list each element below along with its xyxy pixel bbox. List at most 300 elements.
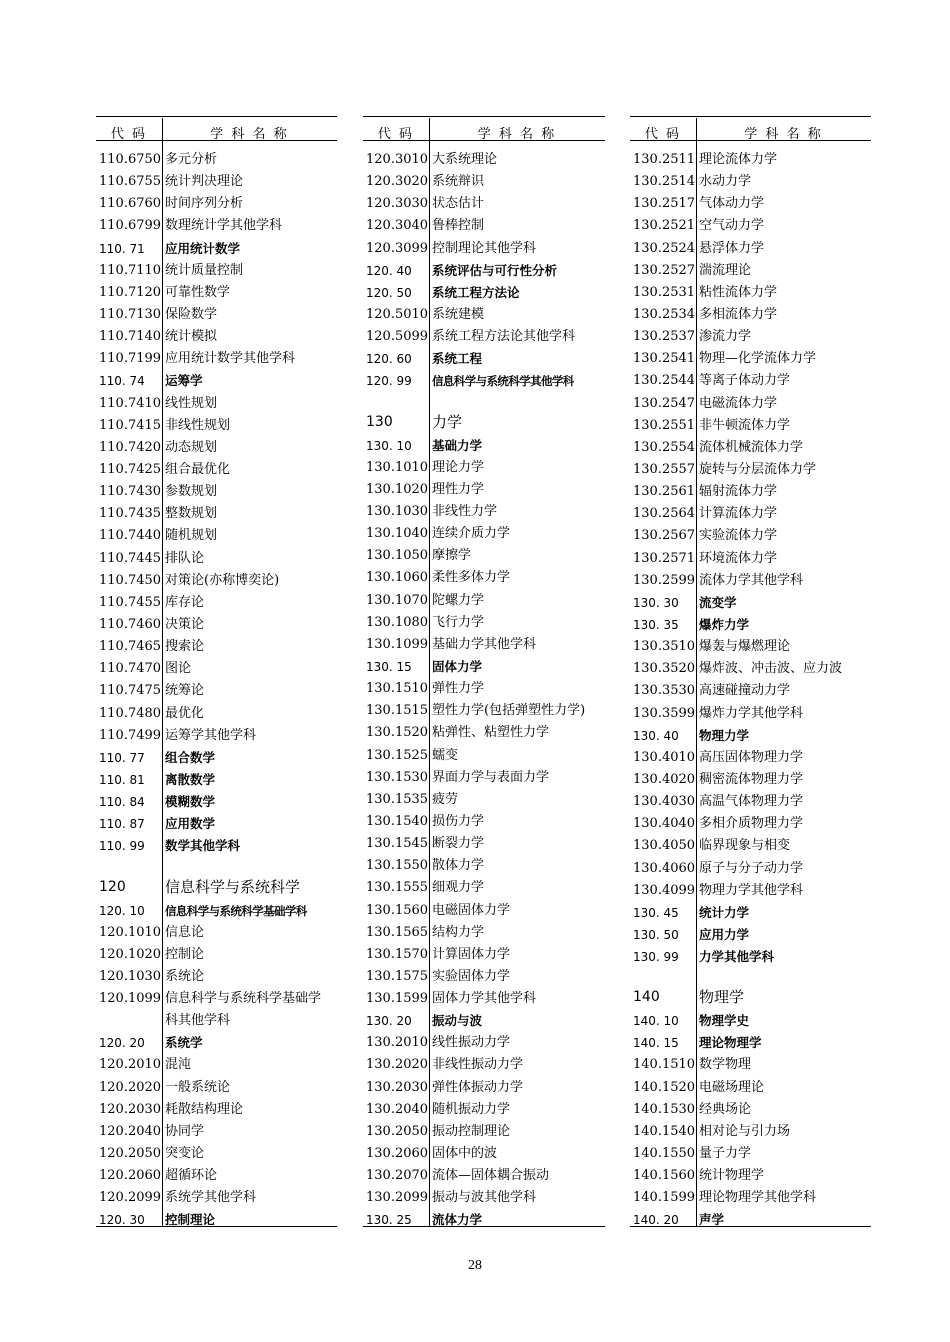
subject-name: 超循环论	[165, 1168, 218, 1184]
subject-code: 110.7499	[99, 727, 162, 743]
subject-name: 理论物理学其他学科	[699, 1190, 817, 1206]
subject-name: 应用统计数学其他学科	[165, 351, 296, 367]
subject-name: 电磁场理论	[699, 1079, 765, 1095]
subject-code: 130.2537	[633, 329, 696, 345]
table-row	[630, 215, 871, 237]
bottom-rule	[630, 1226, 871, 1227]
subject-code: 130.2564	[633, 506, 696, 522]
subject-name: 运筹学其他学科	[165, 727, 257, 743]
table-row	[363, 988, 605, 1010]
subject-code: 130.1555	[366, 880, 429, 896]
subject-code: 140.1530	[633, 1101, 696, 1117]
subject-code: 110.6760	[99, 196, 162, 212]
table-row	[96, 348, 337, 370]
table-row	[363, 457, 605, 479]
subject-code: 130.1570	[366, 946, 429, 962]
subject-name: 多相流体力学	[699, 306, 778, 322]
table-row	[96, 1187, 337, 1209]
table-row	[630, 636, 871, 658]
subject-code: 120.2010	[99, 1057, 162, 1073]
subject-name: 力学	[432, 412, 463, 431]
table-row	[630, 592, 871, 614]
subject-name: 一般系统论	[165, 1079, 231, 1095]
table-row	[96, 370, 337, 392]
table-row	[363, 1187, 605, 1209]
subject-name: 基础力学	[432, 437, 483, 453]
table-row	[630, 570, 871, 592]
table-row	[96, 725, 337, 747]
subject-name: 流体机械流体力学	[699, 439, 804, 455]
subject-code: 140.1520	[633, 1079, 696, 1095]
subject-code: 130.1510	[366, 681, 429, 697]
subject-name: 离散数学	[165, 771, 216, 787]
subject-code: 120.5099	[366, 329, 429, 345]
subject-name: 爆炸力学其他学科	[699, 705, 804, 721]
subject-name: 运筹学	[165, 373, 203, 389]
subject-code: 110.7480	[99, 705, 162, 721]
table-rows	[363, 149, 605, 1232]
subject-name: 固体力学其他学科	[432, 991, 537, 1007]
subject-name: 爆炸力学	[699, 616, 750, 632]
subject-name: 系统辩识	[432, 174, 485, 190]
table-row	[363, 545, 605, 567]
subject-code: 110. 99	[99, 839, 145, 854]
subject-code: 140. 20	[633, 1213, 679, 1228]
subject-name: 非线性振动力学	[432, 1057, 524, 1073]
subject-code: 130. 50	[633, 927, 679, 942]
subject-code: 110.7455	[99, 594, 162, 610]
top-rule	[630, 116, 871, 117]
subject-code: 140.1560	[633, 1168, 696, 1184]
table-row	[630, 902, 871, 924]
subject-code: 110.7440	[99, 528, 162, 544]
subject-code: 120.1010	[99, 924, 162, 940]
subject-name: 动态规划	[165, 439, 218, 455]
subject-name: 理论力学	[432, 459, 485, 475]
subject-code: 110.6799	[99, 218, 162, 234]
subject-name: 实验流体力学	[699, 528, 778, 544]
table-row	[630, 1165, 871, 1187]
subject-name: 信息科学与系统科学基础学	[165, 991, 322, 1007]
table-row	[96, 1054, 337, 1076]
subject-name: 非线性规划	[165, 417, 231, 433]
subject-name: 摩擦学	[432, 548, 472, 564]
page-number: 28	[468, 1258, 482, 1273]
subject-code: 110. 87	[99, 817, 145, 832]
subject-code: 130. 40	[633, 728, 679, 743]
subject-code: 130.2070	[366, 1168, 429, 1184]
table-row	[363, 944, 605, 966]
subject-code: 110.7450	[99, 572, 162, 588]
subject-name: 统计力学	[699, 904, 750, 920]
table-row	[363, 1209, 605, 1231]
subject-name: 振动控制理论	[432, 1123, 511, 1139]
subject-code: 130.1540	[366, 813, 429, 829]
table-row	[96, 900, 337, 922]
subject-name: 飞行力学	[432, 614, 485, 630]
subject-code: 130.2599	[633, 572, 696, 588]
top-rule	[363, 116, 605, 117]
subject-name: 物理力学	[699, 727, 750, 743]
subject-code: 110.7460	[99, 616, 162, 632]
subject-name: 信息科学与系统科学基础学科	[165, 903, 307, 918]
subject-code: 130.2040	[366, 1101, 429, 1117]
subject-code: 120.3040	[366, 218, 429, 234]
subject-name: 理论物理学	[699, 1035, 762, 1051]
subject-code: 130.2557	[633, 461, 696, 477]
subject-code: 130.2531	[633, 284, 696, 300]
subject-name: 随机振动力学	[432, 1101, 511, 1117]
subject-name: 非线性力学	[432, 503, 498, 519]
subject-code: 130.1515	[366, 703, 429, 719]
table-row	[630, 1010, 871, 1032]
table-row	[363, 1010, 605, 1032]
subject-name: 爆轰与爆燃理论	[699, 639, 791, 655]
subject-name: 断裂力学	[432, 836, 485, 852]
subject-name: 数学其他学科	[165, 838, 241, 854]
subject-name: 理论流体力学	[699, 152, 778, 167]
subject-name: 决策论	[165, 616, 205, 632]
table-column-3	[630, 116, 871, 1227]
subject-name: 辐射流体力学	[699, 484, 778, 500]
bottom-rule	[96, 1226, 337, 1227]
subject-name: 大系统理论	[432, 152, 498, 167]
table-row	[630, 193, 871, 215]
table-row	[96, 304, 337, 326]
subject-name: 临界现象与相变	[699, 838, 791, 854]
table-row	[630, 370, 871, 392]
subject-name: 统计判决理论	[165, 174, 244, 190]
table-row	[363, 1165, 605, 1187]
subject-name: 非牛顿流体力学	[699, 417, 791, 433]
subject-code: 120. 99	[366, 374, 412, 389]
subject-code: 130.4010	[633, 749, 696, 765]
table-row	[96, 1143, 337, 1165]
subject-code: 130.2561	[633, 484, 696, 500]
subject-name: 界面力学与表面力学	[432, 769, 550, 785]
subject-code: 130.2551	[633, 417, 696, 433]
table-row	[630, 747, 871, 769]
subject-code: 130.2050	[366, 1123, 429, 1139]
subject-code: 120.1099	[99, 991, 162, 1007]
subject-name: 气体动力学	[699, 196, 765, 212]
table-row	[630, 835, 871, 857]
table-row	[96, 658, 337, 680]
subject-name: 控制论	[165, 946, 205, 962]
table-row	[630, 238, 871, 260]
table-row	[96, 282, 337, 304]
subject-name: 流体力学其他学科	[699, 572, 804, 588]
subject-code: 110.7120	[99, 284, 162, 300]
subject-code: 130.1599	[366, 991, 429, 1007]
subject-name: 电磁固体力学	[432, 902, 511, 918]
table-row	[630, 348, 871, 370]
subject-name: 物理学	[699, 988, 745, 1007]
code-header: 代 码	[377, 127, 415, 142]
subject-name: 物理力学其他学科	[699, 882, 804, 898]
subject-code: 110.6750	[99, 152, 162, 167]
table-row	[630, 304, 871, 326]
subject-code: 120.3030	[366, 196, 429, 212]
subject-code: 130.1099	[366, 636, 429, 652]
subject-code: 130	[366, 413, 393, 430]
table-row	[363, 238, 605, 260]
table-row	[96, 415, 337, 437]
subject-code: 120.1020	[99, 946, 162, 962]
subject-name: 结构力学	[432, 924, 485, 940]
table-row	[630, 548, 871, 570]
subject-name: 高温气体物理力学	[699, 794, 804, 810]
subject-code: 120.3099	[366, 240, 429, 256]
table-row	[96, 326, 337, 348]
subject-name: 搜索论	[165, 639, 205, 655]
table-row	[363, 590, 605, 612]
subject-name: 蠕变	[432, 747, 459, 763]
table-row	[630, 1099, 871, 1121]
table-row	[630, 1143, 871, 1165]
table-row	[630, 171, 871, 193]
subject-name: 水动力学	[699, 174, 752, 190]
subject-code: 130. 10	[366, 438, 412, 453]
table-row	[96, 171, 337, 193]
table-row	[363, 966, 605, 988]
subject-name: 耗散结构理论	[165, 1101, 244, 1117]
subject-name: 统计物理学	[699, 1168, 765, 1184]
subject-code: 130.1560	[366, 902, 429, 918]
table-header	[630, 118, 871, 141]
subject-name: 信息科学与系统科学	[165, 877, 301, 896]
table-row	[363, 435, 605, 457]
subject-name: 库存论	[165, 594, 205, 610]
table-row	[363, 877, 605, 899]
subject-name: 鲁棒控制	[432, 218, 485, 234]
table-rows	[96, 149, 337, 1232]
subject-name: 线性振动力学	[432, 1035, 511, 1051]
subject-code: 130.2020	[366, 1057, 429, 1073]
subject-code: 110. 81	[99, 772, 145, 787]
subject-name: 统计模拟	[165, 329, 218, 345]
subject-code: 130.2511	[633, 152, 696, 167]
subject-code: 120.2099	[99, 1190, 162, 1206]
subject-code: 110.7425	[99, 461, 162, 477]
subject-code: 130.1060	[366, 570, 429, 586]
table-row	[630, 282, 871, 304]
table-row	[630, 415, 871, 437]
table-row	[96, 680, 337, 702]
table-row	[630, 481, 871, 503]
subject-name: 模糊数学	[165, 794, 216, 810]
table-row	[630, 769, 871, 791]
subject-code: 110.7130	[99, 306, 162, 322]
subject-name: 连续介质力学	[432, 526, 511, 542]
subject-code: 120.5010	[366, 306, 429, 322]
subject-code: 130. 99	[633, 950, 679, 965]
subject-code: 110.7110	[99, 262, 162, 278]
subject-name: 物理—化学流体力学	[699, 351, 817, 367]
subject-name: 组合数学	[165, 749, 216, 765]
subject-code: 120. 20	[99, 1036, 145, 1051]
table-row	[630, 680, 871, 702]
subject-name: 多元分析	[165, 152, 218, 167]
subject-code: 130. 45	[633, 905, 679, 920]
section-heading-row	[96, 858, 337, 900]
subject-name: 可靠性数学	[165, 284, 231, 300]
subject-code: 130.1070	[366, 592, 429, 608]
subject-code: 120.2020	[99, 1079, 162, 1095]
table-row	[363, 479, 605, 501]
subject-code: 110. 77	[99, 750, 145, 765]
table-row	[96, 988, 337, 1010]
table-header	[96, 118, 337, 141]
subject-name: 等离子体动力学	[699, 373, 791, 389]
subject-code: 140.1550	[633, 1146, 696, 1162]
subject-code: 130.2010	[366, 1035, 429, 1051]
table-row	[96, 238, 337, 260]
table-row	[96, 614, 337, 636]
name-header: 学 科 名 称	[477, 127, 557, 142]
subject-name: 振动与波	[432, 1013, 483, 1029]
subject-code: 130.2030	[366, 1079, 429, 1095]
table-row	[363, 1054, 605, 1076]
subject-name: 柔性多体力学	[432, 570, 511, 586]
subject-name: 统筹论	[165, 683, 205, 699]
table-row	[630, 1054, 871, 1076]
subject-name: 环境流体力学	[699, 550, 778, 566]
subject-name: 应用数学	[165, 816, 216, 832]
subject-code: 110. 71	[99, 241, 145, 256]
table-row	[363, 370, 605, 392]
subject-name: 线性规划	[165, 395, 218, 411]
subject-code: 110. 84	[99, 795, 145, 810]
table-row	[363, 348, 605, 370]
table-row	[363, 678, 605, 700]
subject-code: 140.1599	[633, 1190, 696, 1206]
table-row	[630, 326, 871, 348]
subject-name: 整数规划	[165, 506, 218, 522]
subject-name: 协同学	[165, 1123, 205, 1139]
subject-code: 130.1565	[366, 924, 429, 940]
subject-name: 弹性力学	[432, 681, 485, 697]
table-row	[96, 1209, 337, 1231]
table-row	[96, 944, 337, 966]
subject-code: 120.2060	[99, 1168, 162, 1184]
table-row	[363, 193, 605, 215]
table-row	[630, 260, 871, 282]
table-row	[363, 811, 605, 833]
subject-code: 120.2050	[99, 1146, 162, 1162]
subject-code: 130.4050	[633, 838, 696, 854]
subject-name: 电磁流体力学	[699, 395, 778, 411]
subject-code: 130.3520	[633, 661, 696, 677]
subject-name: 控制理论	[165, 1212, 216, 1228]
subject-name: 信息论	[165, 924, 205, 940]
table-row	[630, 1187, 871, 1209]
subject-name: 细观力学	[432, 880, 485, 896]
subject-code: 120	[99, 878, 126, 895]
subject-code: 110.7470	[99, 661, 162, 677]
subject-name: 组合最优化	[165, 461, 231, 477]
table-row	[96, 481, 337, 503]
subject-name: 保险数学	[165, 306, 218, 322]
table-row	[96, 791, 337, 813]
subject-code: 130.2544	[633, 373, 696, 389]
subject-name: 流体力学	[432, 1212, 483, 1228]
table-row	[630, 393, 871, 415]
code-header: 代 码	[110, 127, 148, 142]
subject-name: 相对论与引力场	[699, 1123, 791, 1139]
table-row	[363, 215, 605, 237]
table-row	[96, 1121, 337, 1143]
subject-name: 损伤力学	[432, 813, 485, 829]
subject-code: 110.7445	[99, 550, 162, 566]
table-column-1	[96, 116, 337, 1227]
subject-name: 图论	[165, 661, 192, 677]
subject-name: 系统论	[165, 968, 205, 984]
subject-name: 状态估计	[432, 196, 485, 212]
subject-code: 130.3599	[633, 705, 696, 721]
subject-code: 140.1510	[633, 1057, 696, 1073]
subject-code: 140.1540	[633, 1123, 696, 1139]
table-row	[363, 1121, 605, 1143]
table-row	[96, 149, 337, 171]
table-row	[363, 789, 605, 811]
table-row	[630, 525, 871, 547]
subject-name: 系统工程	[432, 351, 483, 367]
subject-name: 高压固体物理力学	[699, 749, 804, 765]
subject-name: 控制理论其他学科	[432, 240, 537, 256]
subject-code: 110.7415	[99, 417, 162, 433]
subject-code: 110.7430	[99, 484, 162, 500]
table-row	[363, 326, 605, 348]
table-row	[630, 459, 871, 481]
subject-name: 突变论	[165, 1146, 205, 1162]
subject-code: 130. 20	[366, 1014, 412, 1029]
subject-name: 塑性力学(包括弹塑性力学)	[432, 703, 586, 719]
subject-name: 系统学	[165, 1035, 203, 1051]
subject-code: 120.2040	[99, 1123, 162, 1139]
subject-code: 110.7465	[99, 639, 162, 655]
name-header: 学 科 名 称	[744, 127, 823, 142]
subject-code: 140. 15	[633, 1036, 679, 1051]
table-row	[96, 636, 337, 658]
table-row	[96, 459, 337, 481]
table-row	[363, 612, 605, 634]
subject-name: 多相介质物理力学	[699, 816, 804, 832]
table-row	[363, 656, 605, 678]
table-row	[363, 922, 605, 944]
subject-code: 110.7420	[99, 439, 162, 455]
subject-name: 经典场论	[699, 1101, 752, 1117]
subject-name: 固体中的波	[432, 1146, 498, 1162]
subject-name: 时间序列分析	[165, 196, 244, 212]
subject-name: 爆炸波、冲击波、应力波	[699, 661, 843, 677]
subject-code: 130.4099	[633, 882, 696, 898]
subject-code: 130.1050	[366, 548, 429, 564]
subject-name: 理性力学	[432, 481, 485, 497]
subject-name: 原子与分子动力学	[699, 860, 804, 876]
table-row	[363, 1077, 605, 1099]
table-row	[96, 193, 337, 215]
table-row	[363, 304, 605, 326]
subject-code: 130.3510	[633, 639, 696, 655]
table-row	[363, 833, 605, 855]
subject-code: 130.1520	[366, 725, 429, 741]
subject-name: 高速碰撞动力学	[699, 683, 791, 699]
table-row	[630, 880, 871, 902]
subject-name: 实验固体力学	[432, 968, 511, 984]
table-row	[363, 567, 605, 589]
table-row	[96, 260, 337, 282]
